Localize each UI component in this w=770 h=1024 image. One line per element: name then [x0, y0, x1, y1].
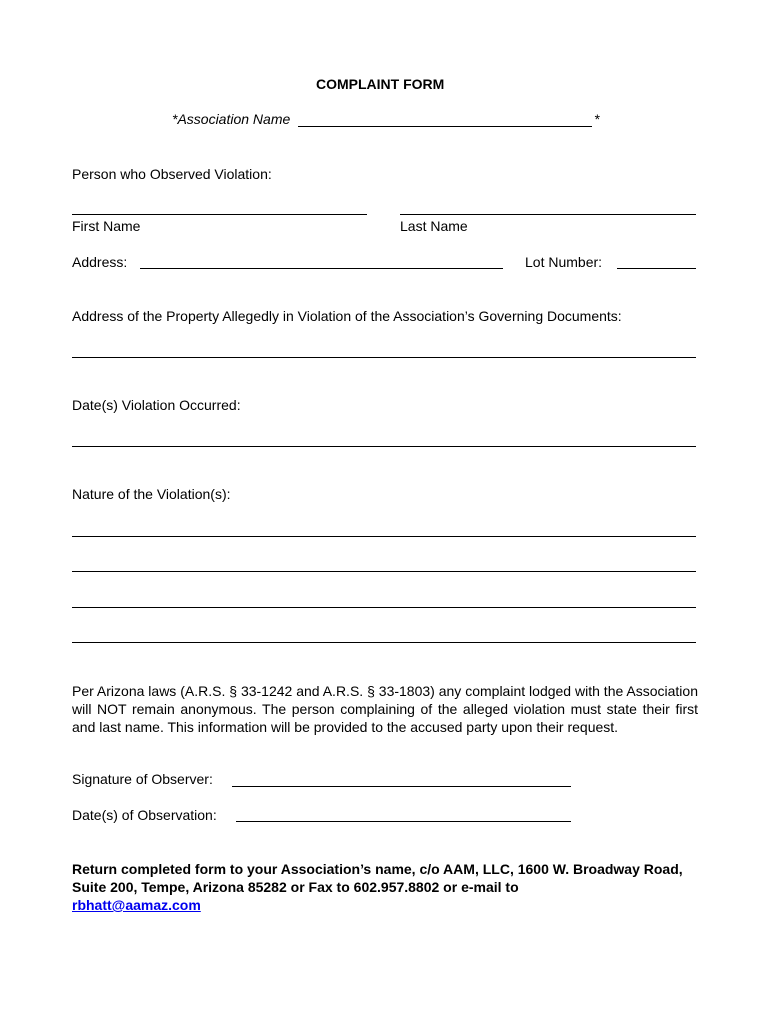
association-name-line[interactable] [298, 126, 592, 127]
return-instructions-text: Return completed form to your Association’s name, c/o AAM, LLC, 1600 W. Broadway Road, Suite 200, Tempe, Arizona 85282 or Fax to 602.957.8802 or e-mail to [72, 861, 683, 895]
return-instructions [72, 860, 698, 914]
property-address-line[interactable] [72, 357, 696, 358]
violation-nature-line-4[interactable] [72, 642, 696, 643]
property-address-label: Address of the Property Allegedly in Violation of the Association’s Governing Documents: [72, 308, 622, 324]
association-name-required-mark: * [594, 111, 600, 127]
signature-line[interactable] [232, 786, 571, 787]
violation-nature-label: Nature of the Violation(s): [72, 486, 231, 502]
last-name-line[interactable] [400, 214, 696, 215]
form-title: COMPLAINT FORM [316, 76, 445, 92]
observation-date-label: Date(s) of Observation: [72, 807, 217, 823]
last-name-label: Last Name [400, 218, 468, 234]
anonymity-notice: Per Arizona laws (A.R.S. § 33-1242 and A.R.S. § 33-1803) any complaint lodged with the Association will NOT remain anonymous. The person complaining of the alleged violation must state their first and last name. This information will be provided to the accused party upon their request. [72, 683, 698, 735]
violation-nature-line-3[interactable] [72, 607, 696, 608]
violation-dates-label: Date(s) Violation Occurred: [72, 397, 241, 413]
signature-label: Signature of Observer: [72, 771, 213, 787]
address-line[interactable] [140, 268, 503, 269]
violation-nature-line-2[interactable] [72, 571, 696, 572]
observer-heading: Person who Observed Violation: [72, 166, 272, 182]
violation-nature-line-1[interactable] [72, 536, 696, 537]
association-name-label: *Association Name [172, 111, 291, 127]
contact-email-link[interactable]: rbhatt@aamaz.com [72, 897, 201, 913]
observation-date-line[interactable] [236, 821, 571, 822]
lot-number-label: Lot Number: [525, 254, 603, 270]
first-name-line[interactable] [72, 214, 367, 215]
lot-number-line[interactable] [617, 268, 696, 269]
violation-dates-line[interactable] [72, 446, 696, 447]
first-name-label: First Name [72, 218, 141, 234]
address-label: Address: [72, 254, 128, 270]
